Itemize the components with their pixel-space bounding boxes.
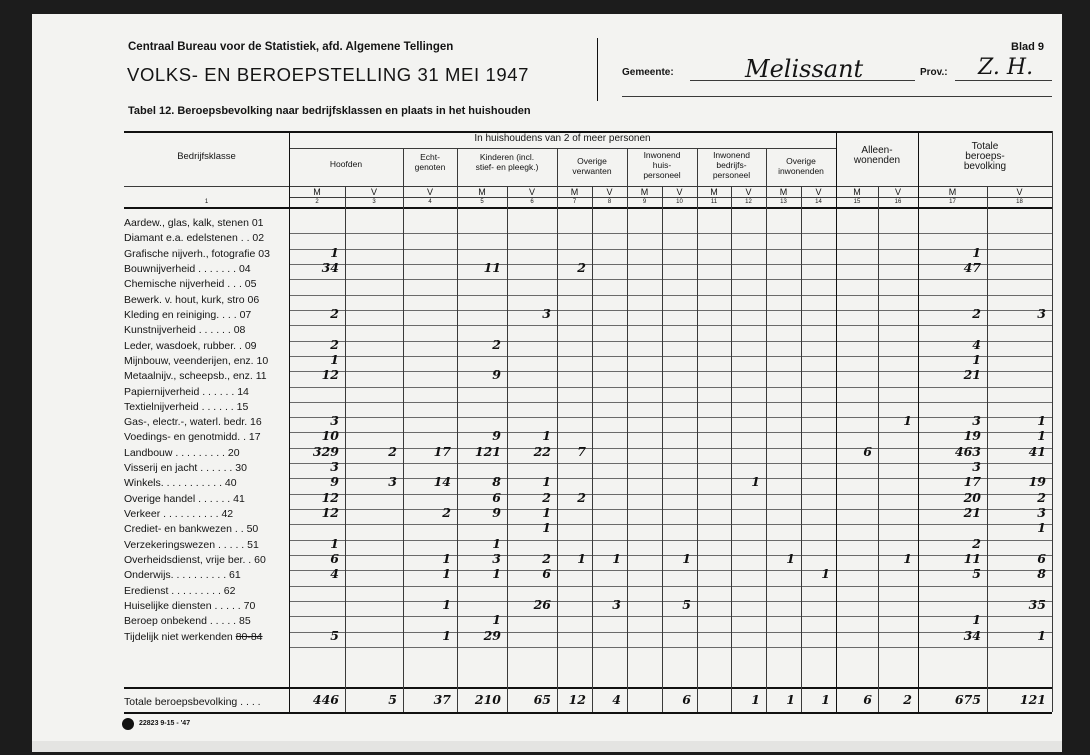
row-label: Verkeer . . . . . . . . . . 42 [124,508,234,520]
cell-value: 2 [442,505,451,520]
total-value: 4 [612,692,621,707]
row-label: Crediet- en bankwezen . . 50 [124,523,259,535]
sex-header: V [745,187,752,197]
total-value: 1 [751,692,760,707]
cell-value: 1 [972,352,981,367]
cell-value: 20 [963,490,981,505]
cell-value: 6 [1037,551,1046,566]
cell-value: 1 [330,245,339,260]
header-rule [622,96,1052,97]
row-label: Bewerk. v. hout, kurk, stro 06 [124,294,260,306]
cell-value: 35 [1028,597,1046,612]
sex-header: V [606,187,613,197]
total-row-label: Totale beroepsbevolking . . . . [124,696,261,708]
sex-header: M [478,187,486,197]
total-value: 65 [533,692,551,707]
province-label: Prov.: [920,67,948,78]
sex-header: M [570,187,579,197]
total-top-rule [124,687,1052,689]
municipality-label: Gemeente: [622,67,674,78]
cell-value: 14 [433,474,451,489]
publisher-seal-icon [122,718,134,730]
cell-value: 8 [1037,566,1046,581]
cell-value: 8 [492,474,501,489]
header-households-group: In huishoudens van 2 of meer personen [474,133,651,144]
cell-value: 3 [388,474,397,489]
column-rule [878,186,879,712]
total-value: 675 [954,692,981,707]
cell-value: 19 [963,428,981,443]
cell-value: 3 [330,413,339,428]
column-number: 9 [642,199,647,205]
row-label: Grafische nijverh., fotografie 03 [124,248,270,260]
cell-value: 26 [533,597,551,612]
sex-header: V [894,187,901,197]
cell-value: 2 [542,551,551,566]
sex-header: M [853,187,861,197]
column-number: 2 [315,199,319,205]
cell-value: 6 [492,490,501,505]
cell-value: 1 [330,352,339,367]
cell-value: 1 [751,474,760,489]
row-label: Landbouw . . . . . . . . . 20 [124,447,240,459]
cell-value: 2 [388,444,397,459]
total-value: 446 [312,692,339,707]
cell-value: 6 [330,551,339,566]
total-value: 6 [682,692,691,707]
row-label: Voedings- en genotmidd. . 17 [124,431,261,443]
cell-value: 2 [492,337,501,352]
sex-header: V [370,187,377,197]
row-label: Eredienst . . . . . . . . . 62 [124,585,236,597]
cell-value: 1 [612,551,621,566]
cell-value: 1 [330,536,339,551]
column-number: 15 [853,199,861,205]
row-label: Bouwnijverheid . . . . . . . 04 [124,263,251,275]
cell-value: 12 [321,490,339,505]
total-value: 5 [388,692,397,707]
row-label: Beroep onbekend . . . . . 85 [124,615,251,627]
row-label: Papiernijverheid . . . . . . 14 [124,386,249,398]
column-number: 7 [572,199,577,205]
sex-header: M [948,187,957,197]
cell-value: 1 [542,505,551,520]
column-rule [592,186,593,712]
cell-value: 17 [963,474,981,489]
cell-value: 2 [330,337,339,352]
cell-value: 10 [321,428,339,443]
row-label: Overheidsdienst, vrije ber. . 60 [124,554,266,566]
cell-value: 463 [954,444,981,459]
province-value: Z. H. [978,55,1034,80]
cell-value: 47 [963,260,981,275]
cell-value: 21 [963,505,981,520]
sex-header: V [815,187,822,197]
sex-header: V [676,187,683,197]
cell-value: 9 [330,474,339,489]
column-rule [627,148,628,712]
column-number: 12 [745,199,752,205]
cell-value: 19 [1028,474,1046,489]
column-number: 11 [710,199,718,205]
cell-value: 2 [1037,490,1046,505]
cell-value: 1 [442,551,451,566]
cell-value: 12 [321,367,339,382]
total-value: 2 [903,692,912,707]
cell-value: 9 [492,428,501,443]
province-underline [955,80,1052,81]
cell-value: 1 [682,551,691,566]
cell-value: 1 [492,566,501,581]
cell-value: 9 [492,367,501,382]
column-number: 10 [676,199,683,205]
cell-value: 1 [542,520,551,535]
total-value: 121 [1019,692,1046,707]
cell-value: 3 [972,413,981,428]
cell-value: 1 [1037,413,1046,428]
cell-value: 5 [682,597,691,612]
cell-value: 17 [433,444,451,459]
column-rule [403,148,404,712]
cell-value: 2 [542,490,551,505]
header-divider [597,38,598,101]
cell-value: 1 [903,413,912,428]
row-label: Kleding en reiniging. . . . 07 [124,309,252,321]
column-number: 18 [1016,199,1023,205]
cell-value: 4 [972,337,981,352]
row-label: Chemische nijverheid . . . 05 [124,278,257,290]
cell-value: 1 [903,551,912,566]
column-number: 13 [780,199,787,205]
cell-value: 21 [963,367,981,382]
cell-value: 2 [972,306,981,321]
cell-value: 1 [492,612,501,627]
row-label: Mijnbouw, veenderijen, enz. 10 [124,355,269,367]
header-bedrijfsklasse: Bedrijfsklasse [177,151,236,162]
cell-value: 2 [330,306,339,321]
column-rule [662,186,663,712]
print-code: 22823 9-15 - '47 [139,720,191,727]
sex-header: V [426,187,433,197]
column-rule [697,148,698,712]
header-group-2: Echt- genoten [414,152,446,172]
sex-header: V [1016,187,1023,197]
cell-value: 1 [1037,520,1046,535]
table-bottom-rule [124,712,1052,714]
cell-value: 3 [542,306,551,321]
header-group-6: Inwonend bedrijfs- personeel [712,150,751,180]
header-group-3: Kinderen (incl. stief- en pleegk.) [475,152,539,172]
total-value: 37 [433,692,451,707]
row-label: Tijdelijk niet werkenden 80-84 [124,631,263,643]
cell-value: 6 [542,566,551,581]
column-rule [731,186,732,712]
cell-value: 1 [492,536,501,551]
row-label: Diamant e.a. edelstenen . . 02 [124,232,265,244]
cell-value: 34 [963,628,981,643]
cell-value: 1 [442,566,451,581]
column-number: 5 [480,199,484,205]
sex-header: V [528,187,535,197]
header-group-8: Alleen- wonenden [853,145,901,166]
column-number: 14 [815,199,822,205]
cell-value: 11 [963,551,981,566]
cell-value: 7 [577,444,586,459]
cell-value: 121 [474,444,501,459]
cell-value: 34 [321,260,339,275]
column-number: 6 [530,199,534,205]
total-value: 1 [786,692,795,707]
column-rule [801,186,802,712]
cell-value: 3 [972,459,981,474]
total-value: 6 [863,692,872,707]
cell-value: 1 [442,597,451,612]
column-number: 3 [372,199,376,205]
cell-value: 1 [786,551,795,566]
cell-value: 5 [972,566,981,581]
subheader-rule [124,186,1052,187]
cell-value: 3 [1037,505,1046,520]
form-title: VOLKS- EN BEROEPSTELLING 31 MEI 1947 [127,64,530,85]
column-number: 17 [949,199,956,205]
cell-value: 1 [1037,428,1046,443]
column-number: 1 [204,199,209,205]
row-label: Verzekeringswezen . . . . . 51 [124,539,259,551]
total-value: 210 [474,692,501,707]
household-group-rule [289,148,836,149]
column-rule [557,148,558,712]
cell-value: 4 [330,566,339,581]
sex-header: M [640,187,649,197]
cell-value: 9 [492,505,501,520]
column-number-rule [124,207,1052,209]
cell-value: 2 [577,260,586,275]
row-label: Gas-, electr.-, waterl. bedr. 16 [124,416,262,428]
cell-value: 1 [442,628,451,643]
column-number: 8 [607,199,612,205]
sex-header: M [779,187,788,197]
cell-value: 3 [330,459,339,474]
cell-value: 1 [1037,628,1046,643]
column-rule [1052,131,1053,712]
header-group-9: Totale beroeps- bevolking [963,141,1007,172]
cell-value: 22 [533,444,551,459]
cell-value: 1 [972,245,981,260]
cell-value: 329 [312,444,339,459]
cell-value: 3 [1037,306,1046,321]
header-group-1: Hoofden [329,159,363,169]
table-caption: Tabel 12. Beroepsbevolking naar bedrijfsklassen en plaats in het huishouden [128,105,531,117]
header-group-4: Overige verwanten [572,156,612,176]
row-label: Overige handel . . . . . . 41 [124,493,245,505]
sex-header: M [313,187,321,197]
municipality-value: Melissant [745,55,864,83]
sheet-number: Blad 9 [1011,41,1045,53]
cell-value: 1 [972,612,981,627]
total-value: 1 [821,692,830,707]
cell-value: 6 [863,444,872,459]
cell-value: 2 [972,536,981,551]
cell-value: 12 [321,505,339,520]
cell-value: 3 [492,551,501,566]
column-number: 4 [428,199,432,205]
row-label: Onderwijs. . . . . . . . . . 61 [124,569,241,581]
row-label: Huiselijke diensten . . . . . 70 [124,600,256,612]
column-number: 16 [894,199,902,205]
row-label: Visserij en jacht . . . . . . 30 [124,462,247,474]
row-label: Winkels. . . . . . . . . . . 40 [124,477,237,489]
agency-name: Centraal Bureau voor de Statistiek, afd. Algemene Tellingen [128,41,454,53]
header-group-7: Overige inwonenden [778,156,824,176]
cell-value: 41 [1028,444,1046,459]
sheet-bottom-edge [32,741,1062,752]
cell-value: 1 [542,474,551,489]
cell-value: 1 [821,566,830,581]
header-group-5: Inwonend huis- personeel [643,150,681,180]
cell-value: 29 [483,628,501,643]
cell-value: 2 [577,490,586,505]
column-rule [836,131,837,712]
column-rule [766,148,767,712]
cell-value: 1 [542,428,551,443]
cell-value: 1 [577,551,586,566]
cell-value: 11 [483,260,501,275]
row-label: Kunstnijverheid . . . . . . 08 [124,324,246,336]
sex-header: M [710,187,718,197]
total-value: 12 [568,692,586,707]
cell-value: 3 [612,597,621,612]
row-label: Metaalnijv., scheepsb., enz. 11 [124,370,267,382]
row-label: Aardew., glas, kalk, stenen 01 [124,217,264,229]
row-label: Leder, wasdoek, rubber. . 09 [124,340,257,352]
row-label: Textielnijverheid . . . . . . 15 [124,401,249,413]
cell-value: 5 [330,628,339,643]
